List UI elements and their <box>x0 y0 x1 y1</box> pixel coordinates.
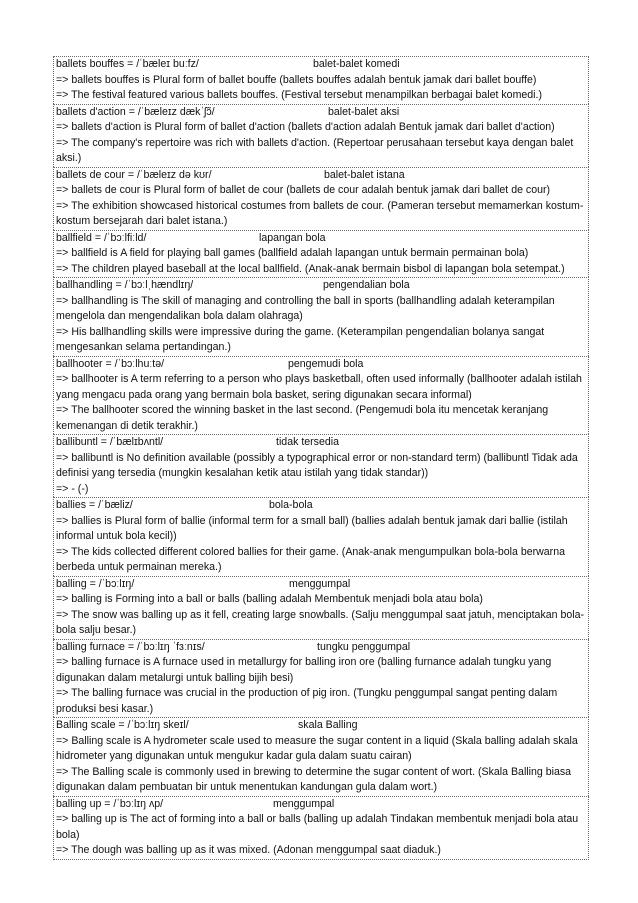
entry-headline <box>56 498 586 514</box>
translation: tungku penggumpal <box>317 640 411 653</box>
entry-headline <box>56 357 586 373</box>
entry-headline <box>56 640 586 656</box>
dictionary-entry <box>53 576 589 639</box>
definition: => ballets de cour is Plural form of ballet de cour (ballets de cour adalah bentuk jamak dari ballet de cour) <box>56 184 551 196</box>
dictionary-entry <box>53 277 589 356</box>
definition: => ballets bouffes is Plural form of ballet bouffe (ballets bouffes adalah bentuk jamak dari ballet bouffe) <box>56 73 537 86</box>
example-sentence: => The festival featured various ballets bouffes. (Festival tersebut menampilkan berbagai balet komedi.) <box>56 89 543 101</box>
headword: ballhandling = /ˈbɔːlˌhændlɪŋ/ <box>56 279 194 291</box>
dictionary-entry <box>53 796 589 860</box>
translation: pengendalian bola <box>323 279 410 291</box>
headword: ballets bouffes = /ˈbæleɪ buːfz/ <box>56 58 199 70</box>
headword: ballets de cour = /ˈbæleɪz də kʊr/ <box>56 168 212 181</box>
dictionary-entry <box>53 230 589 278</box>
definition: => balling up is The act of forming into a ball or balls (balling up adalah Tindakan membentuk menjadi bola atau bola) <box>56 813 579 841</box>
dictionary-entry <box>53 434 589 497</box>
example-sentence: => The snow was balling up as it fell, creating large snowballs. (Salju menggumpal saat jatuh, menciptakan bola-bola salju besar.) <box>56 608 585 636</box>
dictionary-entry <box>53 717 589 796</box>
headword: ballfield = /ˈbɔːlfiːld/ <box>56 231 147 244</box>
headword: ballhooter = /ˈbɔːlhuːtə/ <box>56 357 165 370</box>
entry-headline <box>56 278 586 294</box>
headword: Balling scale = /ˈbɔːlɪŋ skeɪl/ <box>56 719 189 731</box>
translation: lapangan bola <box>259 231 326 244</box>
translation: skala Balling <box>298 719 358 731</box>
dictionary-entry <box>53 56 589 104</box>
dictionary-entry <box>53 167 589 230</box>
example-sentence: => The company's repertoire was rich with ballets d'action. (Repertoar perusahaan tersebut kaya dengan balet aksi.) <box>56 136 574 164</box>
entry-headline <box>56 577 586 593</box>
dictionary-entry <box>53 356 589 435</box>
headword: balling furnace = /ˈbɔːlɪŋ ˈfɜːnɪs/ <box>56 640 205 653</box>
dictionary-entry <box>53 104 589 167</box>
entry-headline <box>56 718 586 734</box>
example-sentence: => The children played baseball at the local ballfield. (Anak-anak bermain bisbol di lapangan bola setempat.) <box>56 262 565 275</box>
definition: => ballibuntl is No definition available (possibly a typographical error or non-standard term) (ballibuntl Tidak ada definisi yang tersedia (mungkin kesalahan ketik atau istilah yang tidak standar)) <box>56 451 578 479</box>
entry-headline <box>56 105 586 121</box>
definition: => ballets d'action is Plural form of ballet d'action (ballets d'action adalah Bentuk jamak dari ballet d'action) <box>56 121 555 133</box>
entry-headline <box>56 797 586 813</box>
dictionary-page <box>53 56 589 860</box>
translation: bola-bola <box>269 499 313 511</box>
definition: => ballies is Plural form of ballie (informal term for a small ball) (ballies adalah bentuk jamak dari ballie (istilah informal untuk bola kecil)) <box>56 514 568 542</box>
example-sentence: => The Balling scale is commonly used in brewing to determine the sugar content of wort. (Skala Balling biasa digunakan dalam pembuatan bir untuk menentukan kandungan gula dalam wort.) <box>56 765 572 793</box>
definition: => ballhandling is The skill of managing and controlling the ball in sports (ballhandling adalah keterampilan mengelola dan mengendalikan bola dalam olahraga) <box>56 294 555 322</box>
translation: tidak tersedia <box>276 436 340 448</box>
entry-headline <box>56 435 586 451</box>
dictionary-entry <box>53 497 589 576</box>
headword: ballets d'action = /ˈbæleɪz dækˈʃɔ̃/ <box>56 105 215 118</box>
translation: menggumpal <box>289 577 351 590</box>
headword: balling = /ˈbɔːlɪŋ/ <box>56 577 135 590</box>
headword: ballies = /ˈbæliz/ <box>56 499 133 511</box>
example-sentence: => The kids collected different colored ballies for their game. (Anak-anak mengumpulkan bola-bola berwarna berbeda untuk permainan mereka.) <box>56 545 565 573</box>
headword: ballibuntl = /ˈbælɪbʌntl/ <box>56 436 164 448</box>
entry-headline <box>56 231 586 247</box>
definition: => ballfield is A field for playing ball games (ballfield adalah lapangan untuk bermain permainan bola) <box>56 247 529 259</box>
dictionary-entry <box>53 639 589 718</box>
example-sentence: => The exhibition showcased historical costumes from ballets de cour. (Pameran tersebut memamerkan kostum-kostum bersejarah dari balet istana.) <box>56 199 584 227</box>
example-sentence: => The dough was balling up as it was mixed. (Adonan menggumpal saat diaduk.) <box>56 844 441 856</box>
definition: => ballhooter is A term referring to a person who plays basketball, often used informally (ballhooter adalah istilah yang mengacu pada orang yang bermain bola basket, sering digunakan secara informal) <box>56 373 582 401</box>
translation: pengemudi bola <box>288 357 364 370</box>
entry-headline <box>56 57 586 73</box>
example-sentence: => - (-) <box>56 482 89 495</box>
example-sentence: => The balling furnace was crucial in the production of pig iron. (Tungku penggumpal sangat penting dalam produksi besi kasar.) <box>56 687 558 715</box>
example-sentence: => The ballhooter scored the winning basket in the last second. (Pengemudi bola itu mencetak keranjang kemenangan di detik terakhir.) <box>56 404 549 432</box>
translation: balet-balet komedi <box>313 58 400 70</box>
definition: => balling furnace is A furnace used in metallurgy for balling iron ore (balling furnance adalah tungku yang digunakan dalam metalurgi untuk balling bijih besi) <box>56 656 552 684</box>
translation: menggumpal <box>273 797 335 810</box>
example-sentence: => His ballhandling skills were impressive during the game. (Keterampilan pengendalian bolanya sangat mengesankan selama pertandingan.) <box>56 325 545 353</box>
translation: balet-balet istana <box>324 168 405 181</box>
definition: => Balling scale is A hydrometer scale used to measure the sugar content in a liquid (Skala balling adalah skala hidrometer yang digunakan untuk mengukur kadar gula dalam suatu cairan) <box>56 734 578 762</box>
translation: balet-balet aksi <box>328 105 400 118</box>
headword: balling up = /ˈbɔːlɪŋ ʌp/ <box>56 797 164 810</box>
definition: => balling is Forming into a ball or balls (balling adalah Membentuk menjadi bola atau bola) <box>56 593 483 605</box>
entry-headline <box>56 168 586 184</box>
